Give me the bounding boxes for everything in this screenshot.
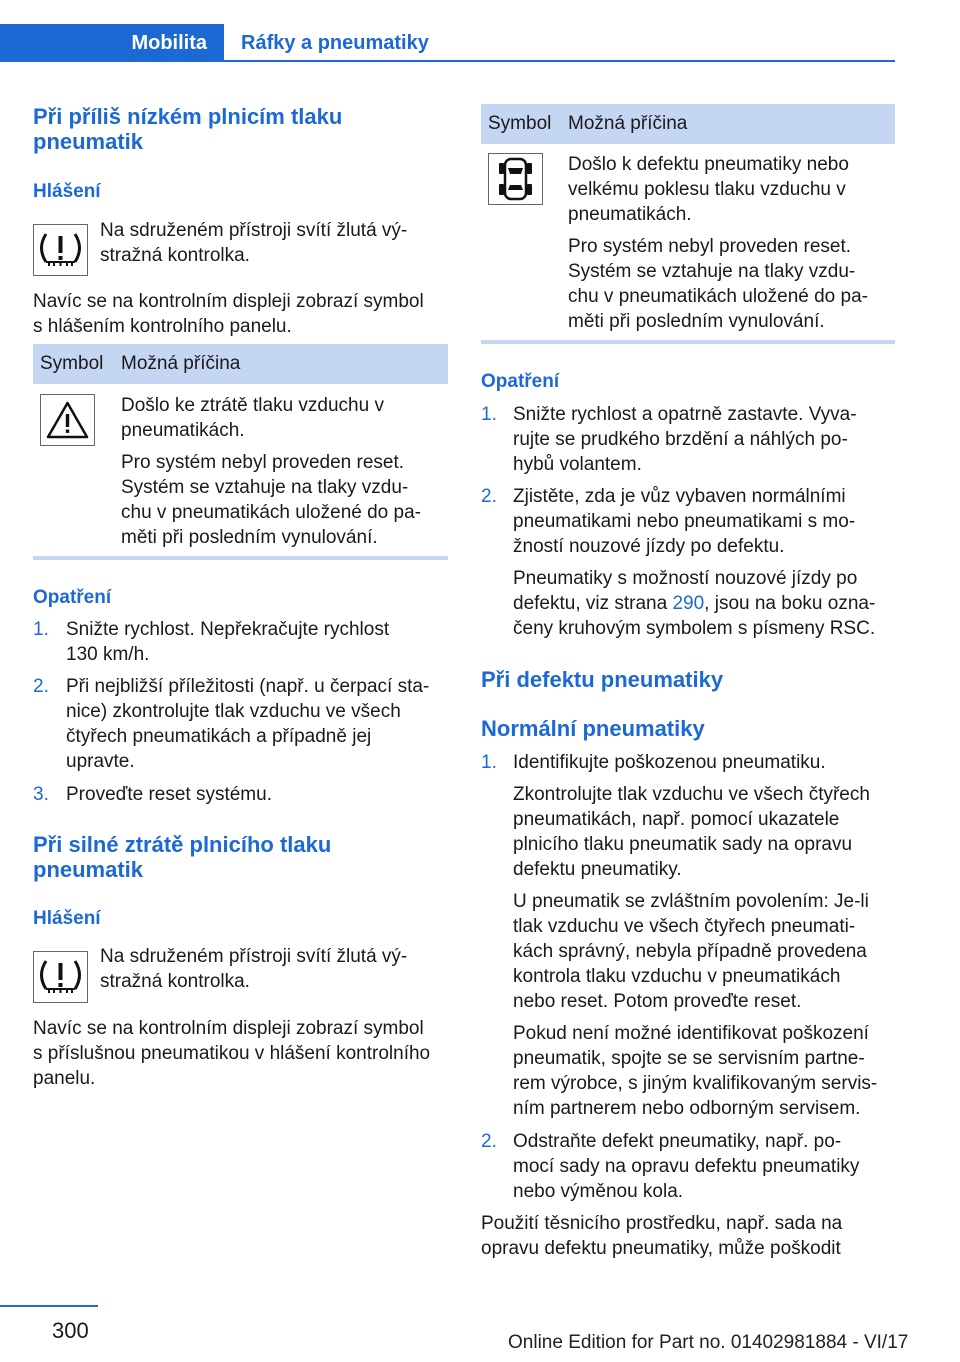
tab-rafky-a-pneumatiky[interactable]: Ráfky a pneumatiky (241, 32, 429, 54)
message-heading: Hlášení (33, 181, 101, 202)
section-heading-defect: Při defektu pneumatiky (481, 667, 724, 692)
step-number: 1. (33, 619, 49, 640)
section-heading-low-pressure: Při příliš nízkém plnicím tlaku pneumatik (33, 104, 343, 154)
table-cell-cause: Došlo k defektu pneumatiky nebo velkému poklesu tlaku vzduchu v pneumatikách. Pro systém nebyl proveden reset. Systém se vztahuje na tlaky vzdu- chu v pneumatikách uložené do pa- měti při posledním vynulování. (568, 154, 868, 332)
warning-triangle-icon (40, 394, 95, 446)
tire-pressure-warning-icon (33, 224, 88, 276)
step-text: Snižte rychlost a opatrně zastavte. Vyva- rujte se prudkého brzdění a náhlých po- hybů volantem. (513, 404, 857, 475)
edition-footer: Online Edition for Part no. 01402981884 - VI/17 (508, 1332, 909, 1353)
column-cause: Možná příčina (568, 113, 688, 134)
step-text: Identifikujte poškozenou pneumatiku. Zkontrolujte tlak vzduchu ve všech čtyřech pneumatikách, např. pomocí ukazatele plnicího tlaku pneumatik sady na opravu defektu pneumatiky. U pneumatik se zvláštním povolením: Je-li tlak vzduchu ve všech čtyřech pneumati- kách správný, nebyla případně provedena kontrola tlaku vzduchu v pneumatikách nebo reset. Potom proveďte reset. Pokud není možné identifikovat poškození pneumatik, spojte se se servisním partne- rem výrobce, s jiným kvalifikovaným servis- ním partnerem nebo odborným servisem. (513, 752, 878, 1119)
paragraph-sealant: Použití těsnicího prostředku, např. sada na opravu defektu pneumatiky, může poškodit (481, 1213, 843, 1259)
table-bottom-rule (33, 556, 448, 560)
measures-heading: Opatření (33, 587, 112, 608)
column-cause: Možná příčina (121, 353, 241, 374)
section-heading-strong-loss: Při silné ztrátě plnicího tlaku pneumatik (33, 832, 332, 882)
step-number: 1. (481, 404, 497, 425)
step-text: Zjistěte, zda je vůz vybaven normálními pneumatikami nebo pneumatikami s mo- žností nouzové jízdy po defektu. Pneumatiky s možností nouzové jízdy po defektu, viz strana 290, jsou na boku ozna- čeny kruhovým symbolem s písmeny RSC. (513, 486, 876, 639)
step-text: Proveďte reset systému. (66, 784, 272, 805)
car-tire-defect-icon (488, 153, 543, 205)
paragraph-display-symbol: Navíc se na kontrolním displeji zobrazí symbol s příslušnou pneumatikou v hlášení kontrolního panelu. (33, 1018, 431, 1089)
table-header (481, 104, 895, 144)
step-number: 1. (481, 752, 497, 773)
footer-rule (0, 1305, 98, 1307)
step-number: 2. (481, 486, 497, 507)
subsection-heading-normal-tires: Normální pneumatiky (481, 716, 705, 741)
message-heading: Hlášení (33, 908, 101, 929)
warning-text: Na sdruženém přístroji svítí žlutá vý- stražná kontrolka. (100, 946, 408, 992)
tab-mobilita[interactable]: Mobilita (0, 24, 224, 62)
step-text: Odstraňte defekt pneumatiky, např. po- mocí sady na opravu defektu pneumatiky nebo výměnou kola. (513, 1131, 860, 1202)
step-text: Snižte rychlost. Nepřekračujte rychlost 130 km/h. (66, 619, 390, 665)
measures-heading: Opatření (481, 371, 560, 392)
page-number: 300 (52, 1318, 89, 1343)
table-cell-cause: Došlo ke ztrátě tlaku vzduchu v pneumatikách. Pro systém nebyl proveden reset. Systém se vztahuje na tlaky vzdu- chu v pneumatikách uložené do pa- měti při posledním vynulování. (121, 395, 421, 548)
step-number: 2. (33, 676, 49, 697)
table-bottom-rule (481, 340, 895, 344)
table-header (33, 344, 448, 384)
column-symbol: Symbol (488, 113, 552, 134)
step-text: Při nejbližší příležitosti (např. u čerpací sta- nice) zkontrolujte tlak vzduchu ve všech čtyřech pneumatikách a případně jej upravte. (66, 676, 430, 772)
warning-text: Na sdruženém přístroji svítí žlutá vý- stražná kontrolka. (100, 220, 408, 266)
header-tab-bar (0, 0, 895, 62)
paragraph-display-symbol: Navíc se na kontrolním displeji zobrazí symbol s hlášením kontrolního panelu. (33, 291, 424, 337)
step-number: 2. (481, 1131, 497, 1152)
column-symbol: Symbol (40, 353, 104, 374)
page-reference-link[interactable]: 290 (672, 593, 705, 614)
tire-pressure-warning-icon (33, 951, 88, 1003)
step-number: 3. (33, 784, 49, 805)
